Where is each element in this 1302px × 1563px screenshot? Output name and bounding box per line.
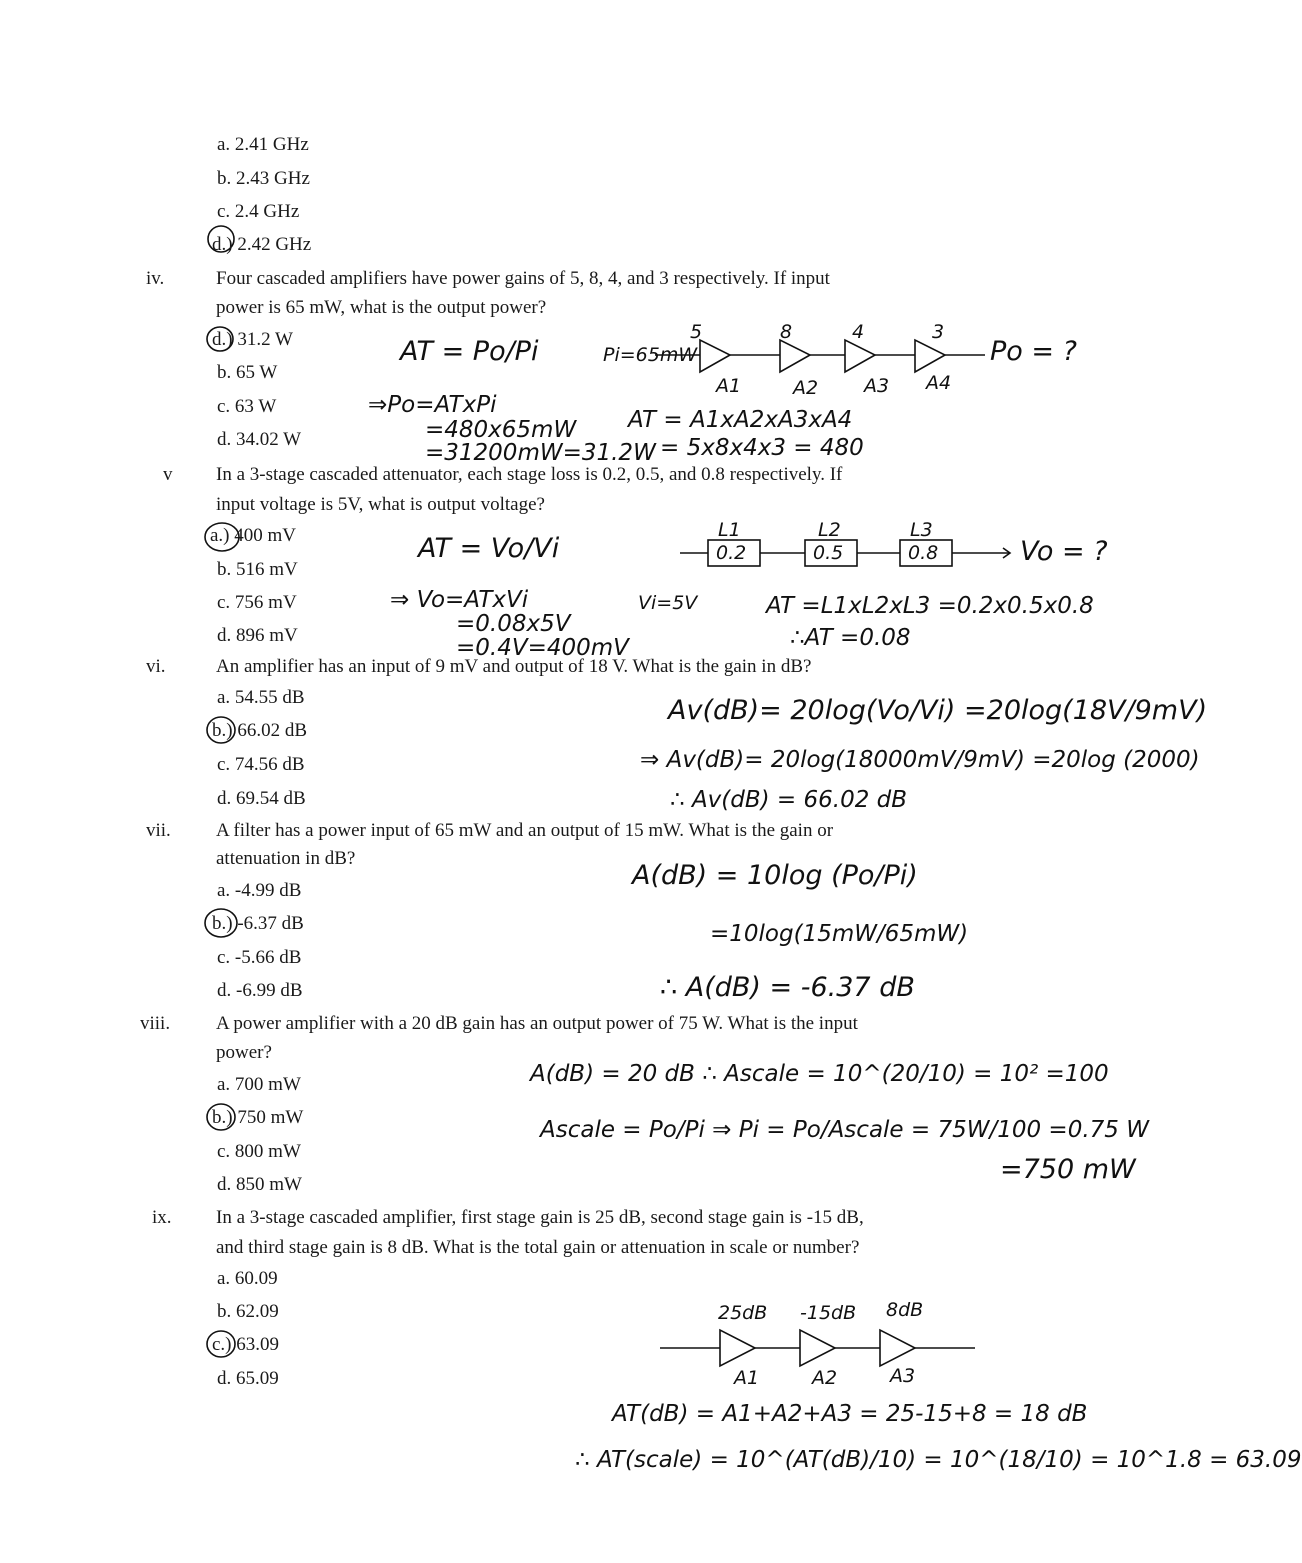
q5-work-line3: =0.4V=400mV: [456, 635, 629, 661]
q4-option-b: b. 65 W: [217, 362, 278, 383]
q5-stage-l2: L2: [818, 519, 841, 541]
q4-option-a: d.) 31.2 W: [212, 329, 293, 350]
q7-option-a: a. -4.99 dB: [217, 880, 302, 901]
q9-gain-3: 8dB: [886, 1299, 924, 1321]
q5-option-a: a.) 400 mV: [210, 525, 297, 546]
q5-work-at: AT = Vo/Vi: [418, 533, 560, 564]
q5-work-line1: ⇒ Vo=ATxVi: [390, 587, 529, 613]
q9-gain-2: -15dB: [800, 1302, 857, 1324]
q9-work-line2: ∴ AT(scale) = 10^(AT(dB)/10) = 10^(18/10) = 10^1.8 = 63.09: [575, 1447, 1302, 1473]
amplifier-chain-q4: [655, 340, 985, 372]
q8-work-line3: =750 mW: [1000, 1154, 1136, 1185]
q9-label-a2: A2: [812, 1367, 838, 1389]
q8-work-line2: Ascale = Po/Pi ⇒ Pi = Po/Ascale = 75W/100 =0.75 W: [540, 1117, 1149, 1143]
q8-option-b: b.) 750 mW: [212, 1107, 304, 1128]
q5-text-line1: In a 3-stage cascaded attenuator, each stage loss is 0.2, 0.5, and 0.8 respectively. If: [216, 464, 843, 485]
q5-stage-l1: L1: [718, 519, 741, 541]
q5-work-line2: =0.08x5V: [456, 611, 571, 637]
q4-option-d: d. 34.02 W: [217, 429, 302, 450]
q4-gain-1: 5: [690, 321, 703, 343]
q7-option-c: c. -5.66 dB: [217, 947, 302, 968]
q5-val-1: 0.2: [716, 542, 747, 564]
q4-option-c: c. 63 W: [217, 396, 277, 417]
q6-work-line2: ⇒ Av(dB)= 20log(18000mV/9mV) =20log (2000): [640, 747, 1200, 773]
q8-number: viii.: [140, 1013, 171, 1034]
q3-option-a: a. 2.41 GHz: [217, 134, 309, 155]
q9-text-line2: and third stage gain is 8 dB. What is the total gain or attenuation in scale or number?: [216, 1237, 860, 1258]
q9-gain-1: 25dB: [718, 1302, 768, 1324]
amplifier-chain-q9: [660, 1330, 975, 1366]
q6-option-b: b.) 66.02 dB: [212, 720, 307, 741]
q6-number: vi.: [146, 656, 166, 677]
q7-work-line2: =10log(15mW/65mW): [710, 921, 969, 947]
q5-stage-l3: L3: [910, 519, 933, 541]
q5-option-d: d. 896 mV: [217, 625, 298, 646]
q4-work-line5: = 5x8x4x3 = 480: [660, 435, 864, 461]
q4-label-a1: A1: [716, 375, 742, 397]
q9-text-line1: In a 3-stage cascaded amplifier, first stage gain is 25 dB, second stage gain is -15 dB,: [216, 1207, 864, 1228]
q4-work-po: Po = ?: [990, 336, 1077, 367]
q4-label-a3: A3: [864, 375, 890, 397]
q5-val-2: 0.5: [813, 542, 844, 564]
q4-work-line2: =480x65mW: [425, 417, 577, 443]
q9-option-b: b. 62.09: [217, 1301, 279, 1322]
q7-option-d: d. -6.99 dB: [217, 980, 303, 1001]
q3-option-c: c. 2.4 GHz: [217, 201, 300, 222]
q5-work-line4: AT =L1xL2xL3 =0.2x0.5x0.8: [766, 593, 1094, 619]
q4-label-a4: A4: [926, 372, 952, 394]
q8-text-line2: power?: [216, 1042, 272, 1063]
q5-work-vi: Vi=5V: [638, 592, 698, 614]
q5-val-3: 0.8: [908, 542, 939, 564]
q6-work-line1: Av(dB)= 20log(Vo/Vi) =20log(18V/9mV): [668, 695, 1208, 726]
q8-work-line1: A(dB) = 20 dB ∴ Ascale = 10^(20/10) = 10² =100: [530, 1061, 1109, 1087]
q7-work-line1: A(dB) = 10log (Po/Pi): [632, 860, 918, 891]
q8-option-a: a. 700 mW: [217, 1074, 301, 1095]
q4-text-line1: Four cascaded amplifiers have power gains of 5, 8, 4, and 3 respectively. If input: [216, 268, 830, 289]
q9-label-a3: A3: [890, 1365, 916, 1387]
q7-option-b: b.) -6.37 dB: [212, 913, 304, 934]
q8-text-line1: A power amplifier with a 20 dB gain has an output power of 75 W. What is the input: [216, 1013, 858, 1034]
q4-work-at: AT = Po/Pi: [400, 336, 539, 367]
q6-work-line3: ∴ Av(dB) = 66.02 dB: [670, 787, 908, 813]
q4-gain-2: 8: [780, 321, 793, 343]
q6-option-d: d. 69.54 dB: [217, 788, 306, 809]
q9-option-d: d. 65.09: [217, 1368, 279, 1389]
q4-label-a2: A2: [793, 377, 819, 399]
q3-option-d: d.) 2.42 GHz: [212, 234, 312, 255]
q8-option-d: d. 850 mW: [217, 1174, 302, 1195]
q3-option-b: b. 2.43 GHz: [217, 168, 310, 189]
q5-number: v: [163, 464, 173, 485]
q4-work-pi: Pi=65mW: [603, 344, 698, 366]
q4-text-line2: power is 65 mW, what is the output power?: [216, 297, 547, 318]
q4-gain-3: 4: [852, 321, 865, 343]
q4-gain-4: 3: [932, 321, 945, 343]
q6-option-c: c. 74.56 dB: [217, 754, 305, 775]
q4-work-line3: =31200mW=31.2W: [425, 440, 656, 466]
q5-work-line5: ∴AT =0.08: [790, 625, 911, 651]
q5-option-c: c. 756 mV: [217, 592, 297, 613]
q9-number: ix.: [152, 1207, 172, 1228]
q9-option-c: c.) 63.09: [212, 1334, 280, 1355]
q6-text-line1: An amplifier has an input of 9 mV and output of 18 V. What is the gain in dB?: [216, 656, 812, 677]
q5-work-vo: Vo = ?: [1020, 536, 1108, 567]
q7-text-line2: attenuation in dB?: [216, 848, 356, 869]
q4-number: iv.: [146, 268, 165, 289]
q5-text-line2: input voltage is 5V, what is output voltage?: [216, 494, 545, 515]
q7-number: vii.: [146, 820, 171, 841]
q7-work-line3: ∴ A(dB) = -6.37 dB: [660, 972, 915, 1003]
q9-label-a1: A1: [734, 1367, 760, 1389]
q4-work-line4: AT = A1xA2xA3xA4: [628, 407, 853, 433]
q7-text-line1: A filter has a power input of 65 mW and an output of 15 mW. What is the gain or: [216, 820, 834, 841]
q9-option-a: a. 60.09: [217, 1268, 278, 1289]
q8-option-c: c. 800 mW: [217, 1141, 301, 1162]
q5-option-b: b. 516 mV: [217, 559, 298, 580]
q6-option-a: a. 54.55 dB: [217, 687, 305, 708]
q4-work-line1: ⇒Po=ATxPi: [368, 392, 497, 418]
q9-work-line1: AT(dB) = A1+A2+A3 = 25-15+8 = 18 dB: [612, 1401, 1088, 1427]
